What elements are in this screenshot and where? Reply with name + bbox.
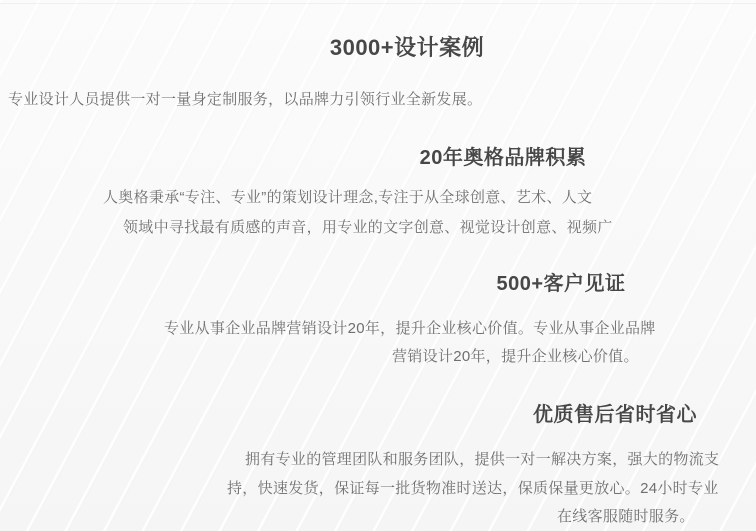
section-heading-after-sales: 优质售后省时省心	[533, 403, 697, 426]
top-divider-line	[0, 3, 756, 4]
section-brand-history-text-line-2: 领域中寻找最有质感的声音，用专业的文字创意、视觉设计创意、视频广	[123, 219, 613, 236]
section-brand-history-text-line-1: 人奥格秉承“专注、专业”的策划设计理念,专注于从全球创意、艺术、人文	[103, 189, 593, 206]
section-heading-client-testimonials: 500+客户见证	[496, 272, 626, 295]
section-client-testimonials-text-line-1: 专业从事企业品牌营销设计20年，提升企业核心价值。专业从事企业品牌	[164, 320, 656, 337]
section-after-sales-text-line-3: 在线客服随时服务。	[557, 508, 695, 525]
section-client-testimonials-text-line-2: 营销设计20年，提升企业核心价值。	[392, 348, 639, 365]
section-heading-design-cases: 3000+设计案例	[329, 35, 485, 61]
section-after-sales-text-line-2: 持，快速发货，保证每一批货物准时送达，保质保量更放心。24小时专业	[227, 480, 719, 497]
section-after-sales-text-line-1: 拥有专业的管理团队和服务团队，提供一对一解决方案，强大的物流支	[245, 451, 720, 468]
section-design-cases-text-line: 专业设计人员提供一对一量身定制服务，以品牌力引领行业全新发展。	[8, 91, 483, 108]
section-heading-brand-history: 20年奥格品牌积累	[419, 146, 587, 169]
